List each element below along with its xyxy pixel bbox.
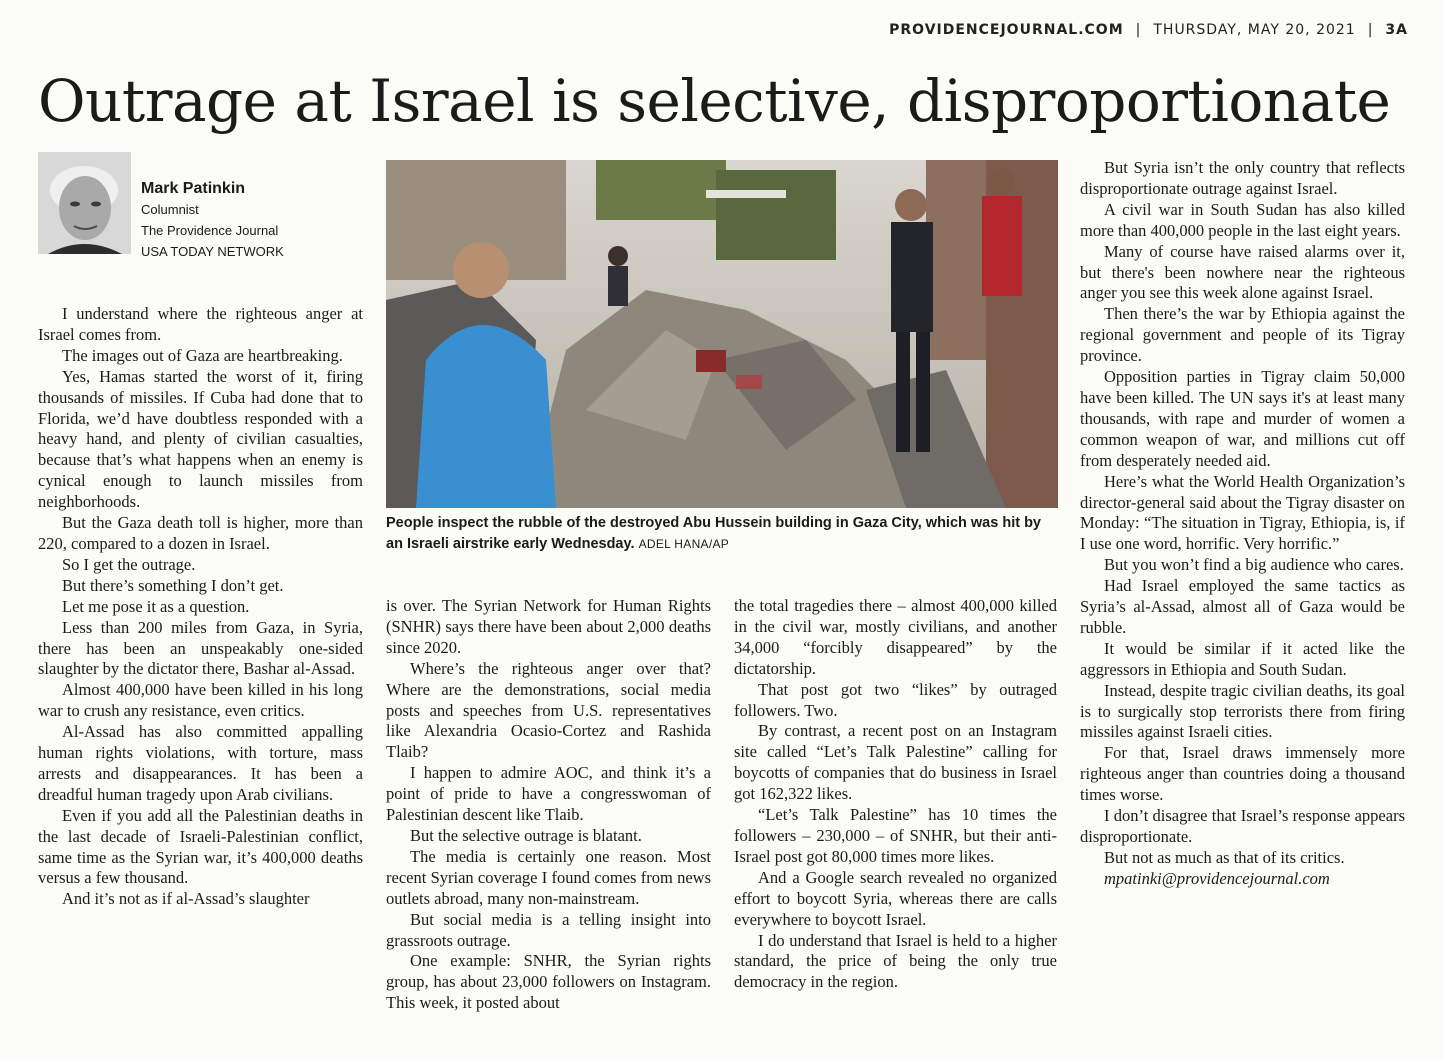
author-role: Columnist — [141, 202, 199, 217]
paragraph: But the selective outrage is blatant. — [410, 825, 642, 845]
rubble-scene-image — [386, 160, 1058, 508]
paragraph: Less than 200 miles from Gaza, in Syria, there has been an unspeakably one-sided slaughter by the dictator there, Bashar al-Assad. — [38, 617, 363, 679]
paragraph: Al-Assad has also committed appalling human rights violations, with torture, mass arrests and disappearances. It has been a dreadful human tragedy upon Arab civilians. — [38, 722, 363, 804]
paragraph: So I get the outrage. — [62, 554, 196, 574]
author-publication: The Providence Journal — [141, 223, 279, 238]
paragraph: It would be similar if it acted like the aggressors in Ethiopia and South Sudan. — [1080, 638, 1405, 679]
paragraph: And a Google search revealed no organized effort to boycott Syria, whereas there are calls everywhere to boycott Israel. — [734, 867, 1057, 929]
paragraph: The media is certainly one reason. Most recent Syrian coverage I found comes from news outlets abroad, many non-mainstream. — [386, 846, 711, 908]
paragraph: The images out of Gaza are heartbreaking. — [62, 345, 343, 365]
caption-text: People inspect the rubble of the destroyed Abu Hussein building in Gaza City, which was hit by an Israeli airstrike early Wednesday. — [386, 515, 1041, 552]
paragraph: I happen to admire AOC, and think it’s a point of pride to have a congresswoman of Palestinian descent like Tlaib. — [386, 763, 711, 825]
paragraph: But social media is a telling insight into grassroots outrage. — [386, 909, 711, 950]
paragraph: the total tragedies there – almost 400,000 killed in the civil war, mostly civilians, and another 34,000 “forcibly disappeared” by the dictatorship. — [734, 596, 1057, 678]
paragraph: Then there’s the war by Ethiopia against the regional government and people of its Tigray province. — [1080, 304, 1405, 366]
paragraph: Many of course have raised alarms over it, but there's been nowhere near the righteous anger you see this week alone against Israel. — [1080, 241, 1405, 303]
paragraph: Had Israel employed the same tactics as Syria’s al-Assad, almost all of Gaza would be rubble. — [1080, 576, 1405, 637]
headshot-image — [38, 152, 131, 254]
paragraph: But not as much as that of its critics. — [1104, 847, 1345, 867]
paragraph: And it’s not as if al-Assad’s slaughter — [62, 889, 310, 909]
paragraph: Where’s the righteous anger over that? Where are the demonstrations, social media posts and speeches from U.S. representatives like Alexandria Ocasio-Cortez and Rashida Tlaib? — [386, 658, 711, 762]
author-details — [141, 178, 284, 262]
paragraph: Instead, despite tragic civilian deaths, its goal is to surgically stop terrorists there from firing missiles against Israeli cities. — [1080, 680, 1405, 742]
paragraph: Even if you add all the Palestinian deaths in the last decade of Israeli-Palestinian conflict, same time as the Syrian war, it’s 400,000 deaths versus a few thousand. — [38, 805, 363, 888]
author-email: mpatinki@providencejournal.com — [1104, 868, 1330, 888]
column-3 — [734, 596, 1057, 993]
paragraph: A civil war in South Sudan has also killed more than 400,000 people in the last eight years. — [1080, 199, 1405, 240]
paragraph: is over. The Syrian Network for Human Rights (SNHR) says there have been about 2,000 deaths since 2020. — [386, 596, 711, 657]
paragraph: I don’t disagree that Israel’s response appears disproportionate. — [1080, 806, 1405, 846]
paragraph: I do understand that Israel is held to a higher standard, the price of being the only true democracy in the region. — [734, 930, 1057, 992]
paragraph: One example: SNHR, the Syrian rights group, has about 23,000 followers on Instagram. This week, it posted about — [386, 951, 711, 1013]
article-headline: Outrage at Israel is selective, disproportionate — [38, 67, 1391, 135]
paragraph: I understand where the righteous anger at Israel comes from. — [38, 304, 363, 344]
site-name: PROVIDENCEJOURNAL.COM — [889, 22, 1124, 38]
photo-caption — [386, 513, 1058, 555]
author-name: Mark Patinkin — [141, 180, 246, 197]
paragraph: But the Gaza death toll is higher, more than 220, compared to a dozen in Israel. — [38, 513, 363, 553]
paragraph: For that, Israel draws immensely more righteous anger than countries doing a thousand times worse. — [1080, 743, 1405, 805]
folio-separator: | — [1135, 22, 1142, 38]
paragraph: By contrast, a recent post on an Instagram site called “Let’s Talk Palestine” calling for boycotts of companies that do business in Israel got 162,322 likes. — [734, 721, 1057, 804]
folio-separator-2: | — [1367, 22, 1374, 38]
author-network: USA TODAY NETWORK — [141, 244, 284, 259]
paragraph: Opposition parties in Tigray claim 50,000 have been killed. The UN says it's at least many thousands, with rape and murder of women a common weapon of war, and millions cut off from desperately needed aid. — [1080, 367, 1405, 470]
author-headshot — [38, 152, 131, 254]
article-photo — [386, 160, 1058, 508]
paragraph: But you won’t find a big audience who cares. — [1104, 555, 1404, 575]
paragraph: But there’s something I don’t get. — [62, 575, 284, 595]
column-1 — [38, 304, 363, 910]
column-2 — [386, 596, 711, 1014]
photo-credit: ADEL HANA/AP — [638, 537, 730, 551]
paragraph: Almost 400,000 have been killed in his long war to crush any resistance, even critics. — [38, 680, 363, 721]
paragraph: “Let’s Talk Palestine” has 10 times the followers – 230,000 – of SNHR, but their anti-Israel post got 80,000 times more likes. — [734, 805, 1057, 866]
page-number: 3A — [1385, 22, 1408, 38]
author-byline — [38, 152, 368, 262]
paragraph: Let me pose it as a question. — [62, 596, 250, 616]
paragraph: That post got two “likes” by outraged followers. Two. — [734, 679, 1057, 720]
column-4 — [1080, 158, 1405, 890]
paragraph: Yes, Hamas started the worst of it, firing thousands of missiles. If Cuba had done that to Florida, we’d have doubtless responded with a heavy hand, and plenty of civilian casualties, because that’s what happens when an enemy is cynical enough to launch missiles from neighborhoods. — [38, 366, 363, 512]
paragraph: Here’s what the World Health Organization’s director-general said about the Tigray disaster on Monday: “The situation in Tigray, Ethiopia, is, if I use one word, horrific. Very horrific.” — [1080, 471, 1405, 554]
paragraph: But Syria isn’t the only country that reflects disproportionate outrage against Israel. — [1080, 158, 1405, 198]
page-folio — [889, 22, 1408, 38]
issue-date: THURSDAY, MAY 20, 2021 — [1153, 22, 1356, 38]
